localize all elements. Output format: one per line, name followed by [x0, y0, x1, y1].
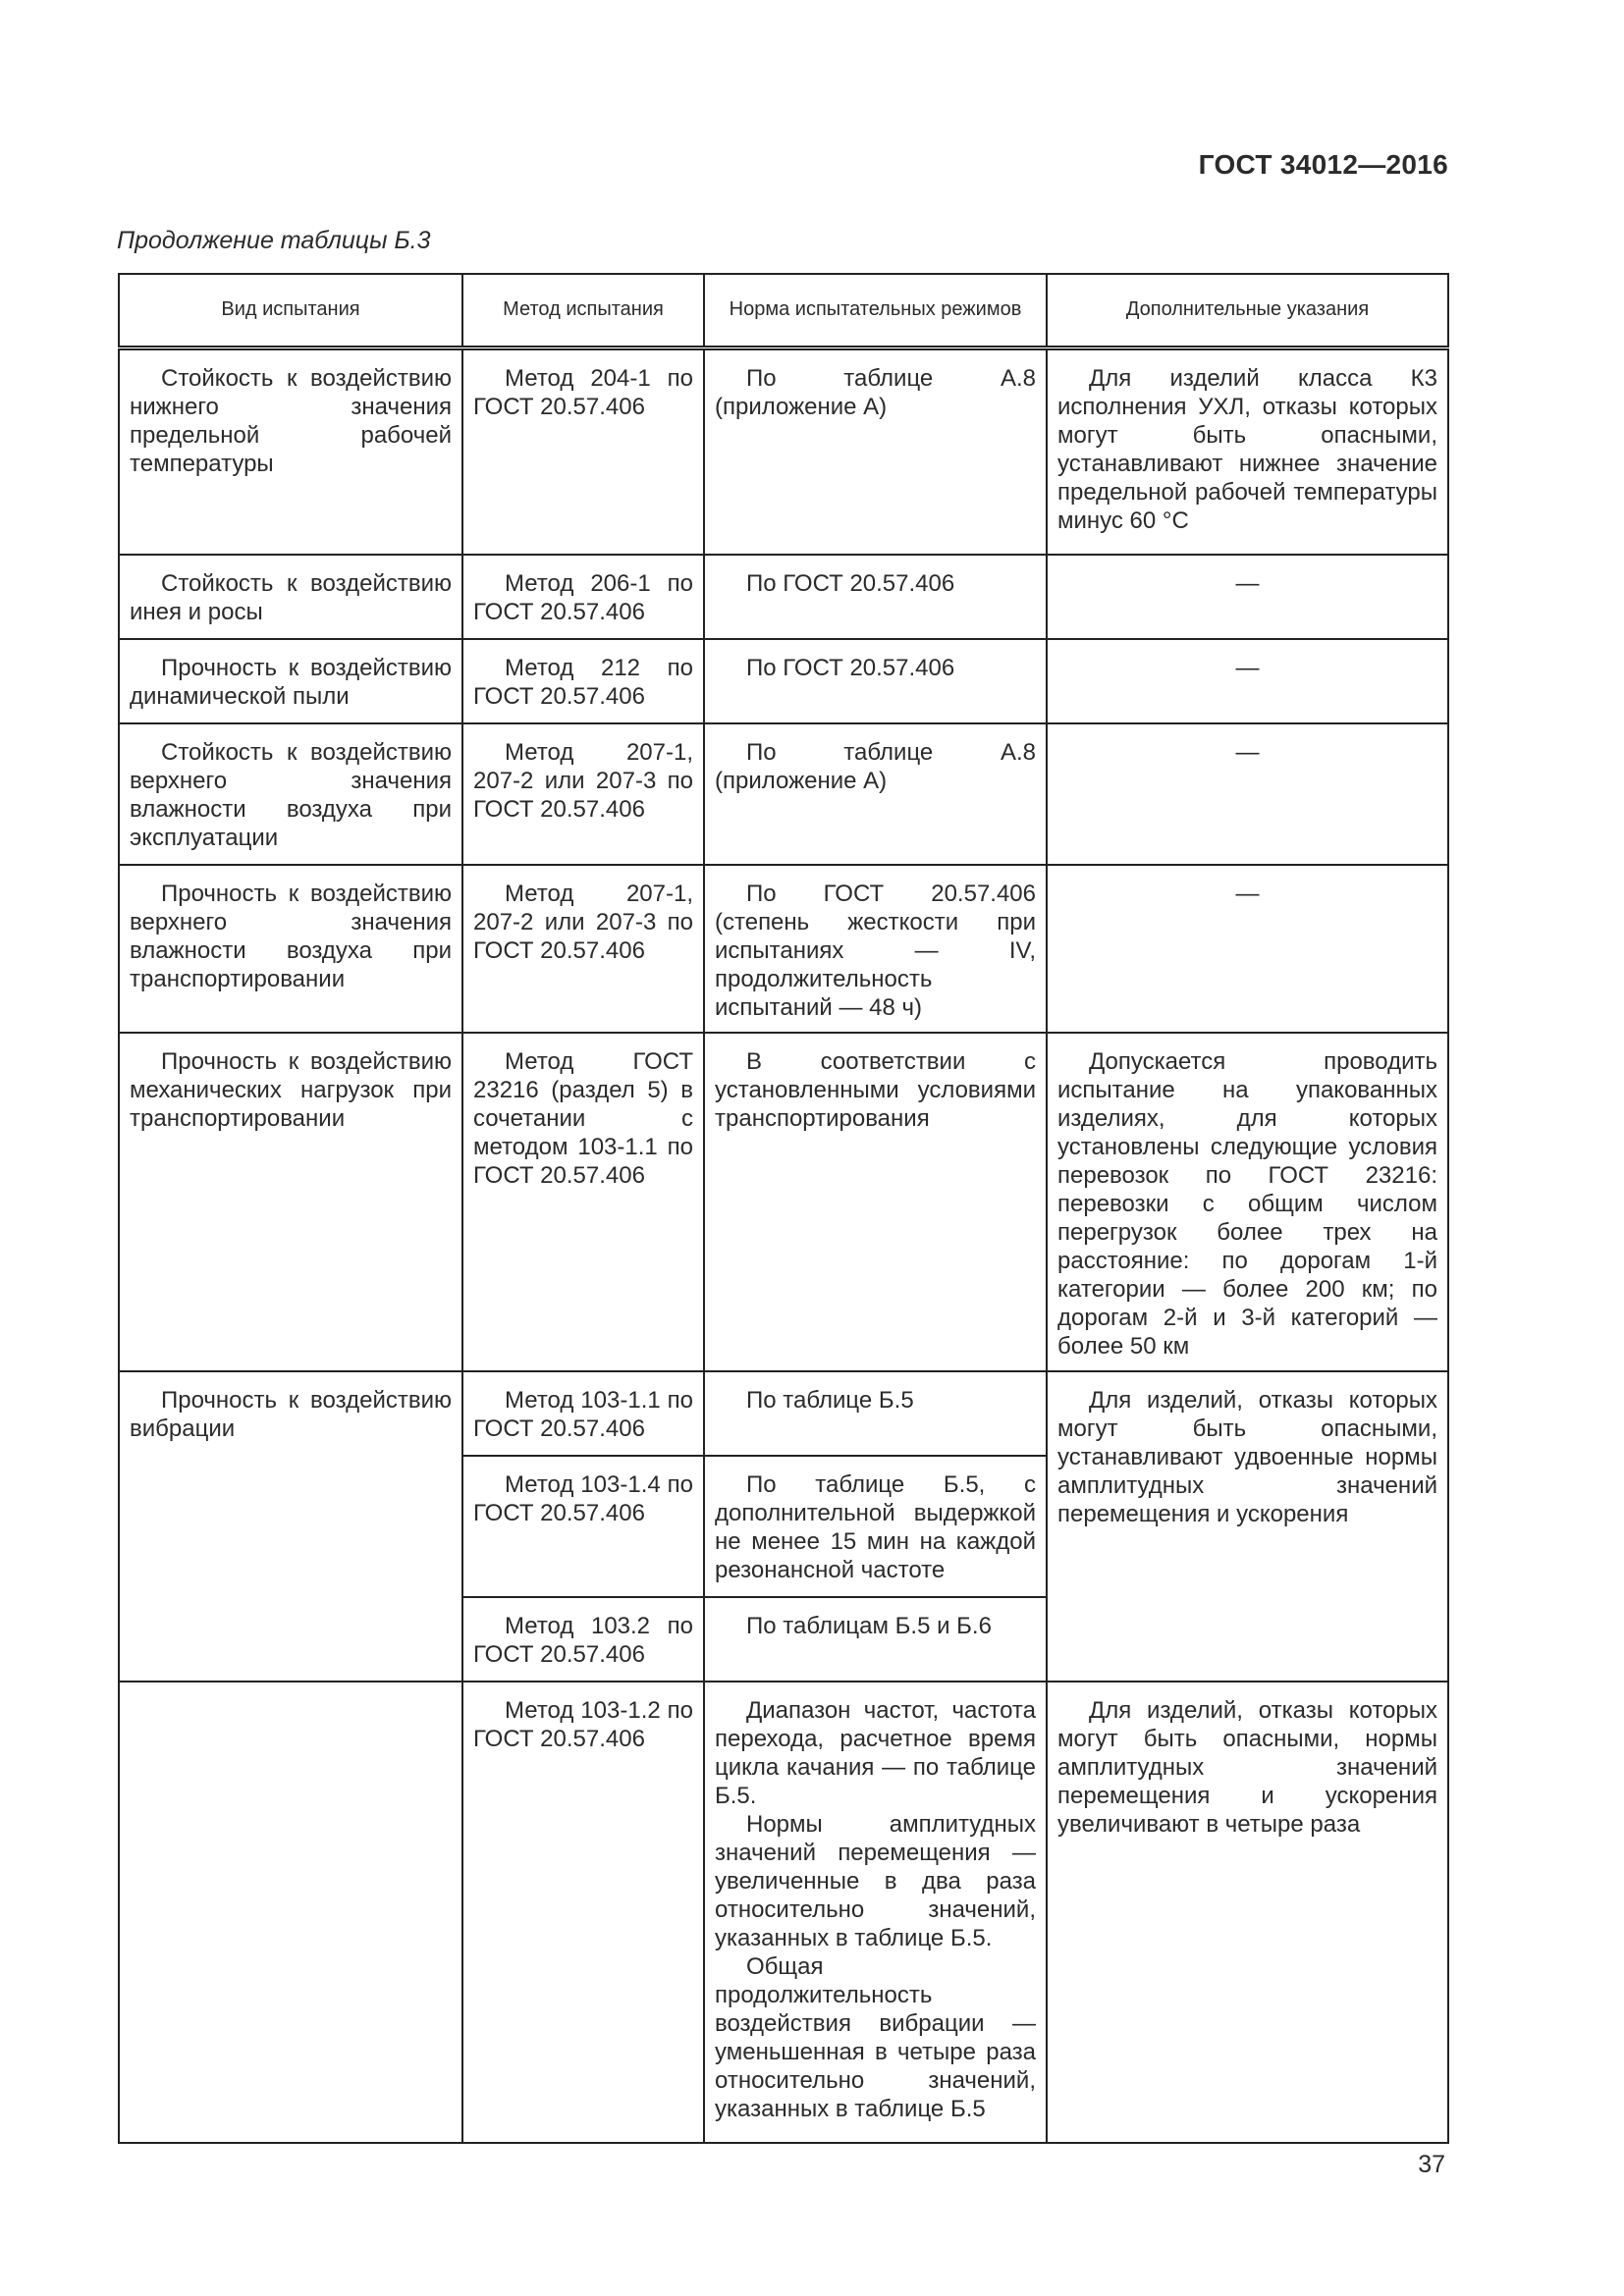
document-code: ГОСТ 34012—2016 [1198, 149, 1448, 180]
cell-method: Метод 103-1.4 по ГОСТ 20.57.406 [462, 1456, 704, 1597]
norm-paragraph: Диапазон частот, частота перехода, расчетное время цикла качания — по таблице Б.5. [715, 1697, 1036, 1809]
cell-notes: — [1047, 555, 1448, 639]
col-header-notes: Дополнительные указания [1047, 274, 1448, 347]
cell-norm: По таблице А.8 (приложение А) [704, 723, 1047, 865]
cell-method: Метод 204-1 по ГОСТ 20.57.406 [462, 347, 704, 555]
table-row [119, 347, 1448, 555]
cell-norm: По таблице Б.5 [704, 1371, 1047, 1456]
cell-type [119, 1682, 462, 2143]
col-header-method: Метод испытания [462, 274, 704, 347]
norm-paragraph: Общая продолжительность воздействия вибрации — уменьшенная в четыре раза относительно значений, указанных в таблице Б.5 [715, 1953, 1036, 2122]
cell-method: Метод 206-1 по ГОСТ 20.57.406 [462, 555, 704, 639]
cell-notes: — [1047, 865, 1448, 1033]
table-header-row [119, 274, 1448, 347]
cell-norm: По ГОСТ 20.57.406 [704, 639, 1047, 723]
cell-type: Прочность к воздействию динамической пыли [119, 639, 462, 723]
table-row-vibration [119, 1371, 1448, 1456]
cell-method: Метод 103.2 по ГОСТ 20.57.406 [462, 1597, 704, 1682]
cell-type: Стойкость к воздействию инея и росы [119, 555, 462, 639]
cell-method: Метод 103-1.2 по ГОСТ 20.57.406 [462, 1682, 704, 2143]
table-row [119, 555, 1448, 639]
table-row [119, 723, 1448, 865]
table-row [119, 1033, 1448, 1371]
table-caption: Продолжение таблицы Б.3 [117, 227, 431, 254]
cell-norm: По таблице Б.5, с дополнительной выдержкой не менее 15 мин на каждой резонансной частоте [704, 1456, 1047, 1597]
cell-type: Прочность к воздействию вибрации [119, 1371, 462, 1682]
table-row [119, 1682, 1448, 2143]
cell-norm [704, 1682, 1047, 2143]
table-row [119, 865, 1448, 1033]
cell-type: Прочность к воздействию верхнего значения влажности воздуха при транспортировании [119, 865, 462, 1033]
page-number: 37 [1418, 2151, 1445, 2178]
cell-type: Стойкость к воздействию нижнего значения предельной рабочей температуры [119, 347, 462, 555]
cell-method: Метод 207-1, 207-2 или 207-3 по ГОСТ 20.57.406 [462, 723, 704, 865]
cell-notes: Для изделий, отказы которых могут быть опасными, устанавливают удвоенные нормы амплитудных значений перемещения и ускорения [1047, 1371, 1448, 1682]
cell-notes: Для изделий класса К3 исполнения УХЛ, отказы которых могут быть опасными, устанавливают нижнее значение предельной рабочей температуры минус 60 °С [1047, 347, 1448, 555]
cell-notes: Допускается проводить испытание на упакованных изделиях, для которых установлены следующие условия перевозок по ГОСТ 23216: перевозки с общим числом перегрузок более трех на расстояние: по дорогам 1-й категории — более 200 км; по дорогам 2-й и 3-й категорий — более 50 км [1047, 1033, 1448, 1371]
cell-method: Метод ГОСТ 23216 (раздел 5) в сочетании с методом 103-1.1 по ГОСТ 20.57.406 [462, 1033, 704, 1371]
cell-method: Метод 212 по ГОСТ 20.57.406 [462, 639, 704, 723]
cell-norm: По таблице А.8 (приложение А) [704, 347, 1047, 555]
cell-norm: В соответствии с установленными условиями транспортирования [704, 1033, 1047, 1371]
col-header-norm: Норма испытательных режимов [704, 274, 1047, 347]
cell-norm: По ГОСТ 20.57.406 [704, 555, 1047, 639]
cell-notes: — [1047, 723, 1448, 865]
cell-type: Прочность к воздействию механических нагрузок при транспортировании [119, 1033, 462, 1371]
cell-notes: — [1047, 639, 1448, 723]
cell-method: Метод 103-1.1 по ГОСТ 20.57.406 [462, 1371, 704, 1456]
col-header-type: Вид испытания [119, 274, 462, 347]
cell-norm: По ГОСТ 20.57.406 (степень жесткости при испытаниях — IV, продолжительность испытаний — 48 ч) [704, 865, 1047, 1033]
cell-type: Стойкость к воздействию верхнего значения влажности воздуха при эксплуатации [119, 723, 462, 865]
cell-norm: По таблицам Б.5 и Б.6 [704, 1597, 1047, 1682]
cell-method: Метод 207-1, 207-2 или 207-3 по ГОСТ 20.57.406 [462, 865, 704, 1033]
table-row [119, 639, 1448, 723]
test-table [118, 273, 1449, 2144]
norm-paragraph: Нормы амплитудных значений перемещения — увеличенные в два раза относительно значений, указанных в таблице Б.5. [715, 1811, 1036, 1951]
cell-notes: Для изделий, отказы которых могут быть опасными, нормы амплитудных значений перемещения и ускорения увеличивают в четыре раза [1047, 1682, 1448, 2143]
